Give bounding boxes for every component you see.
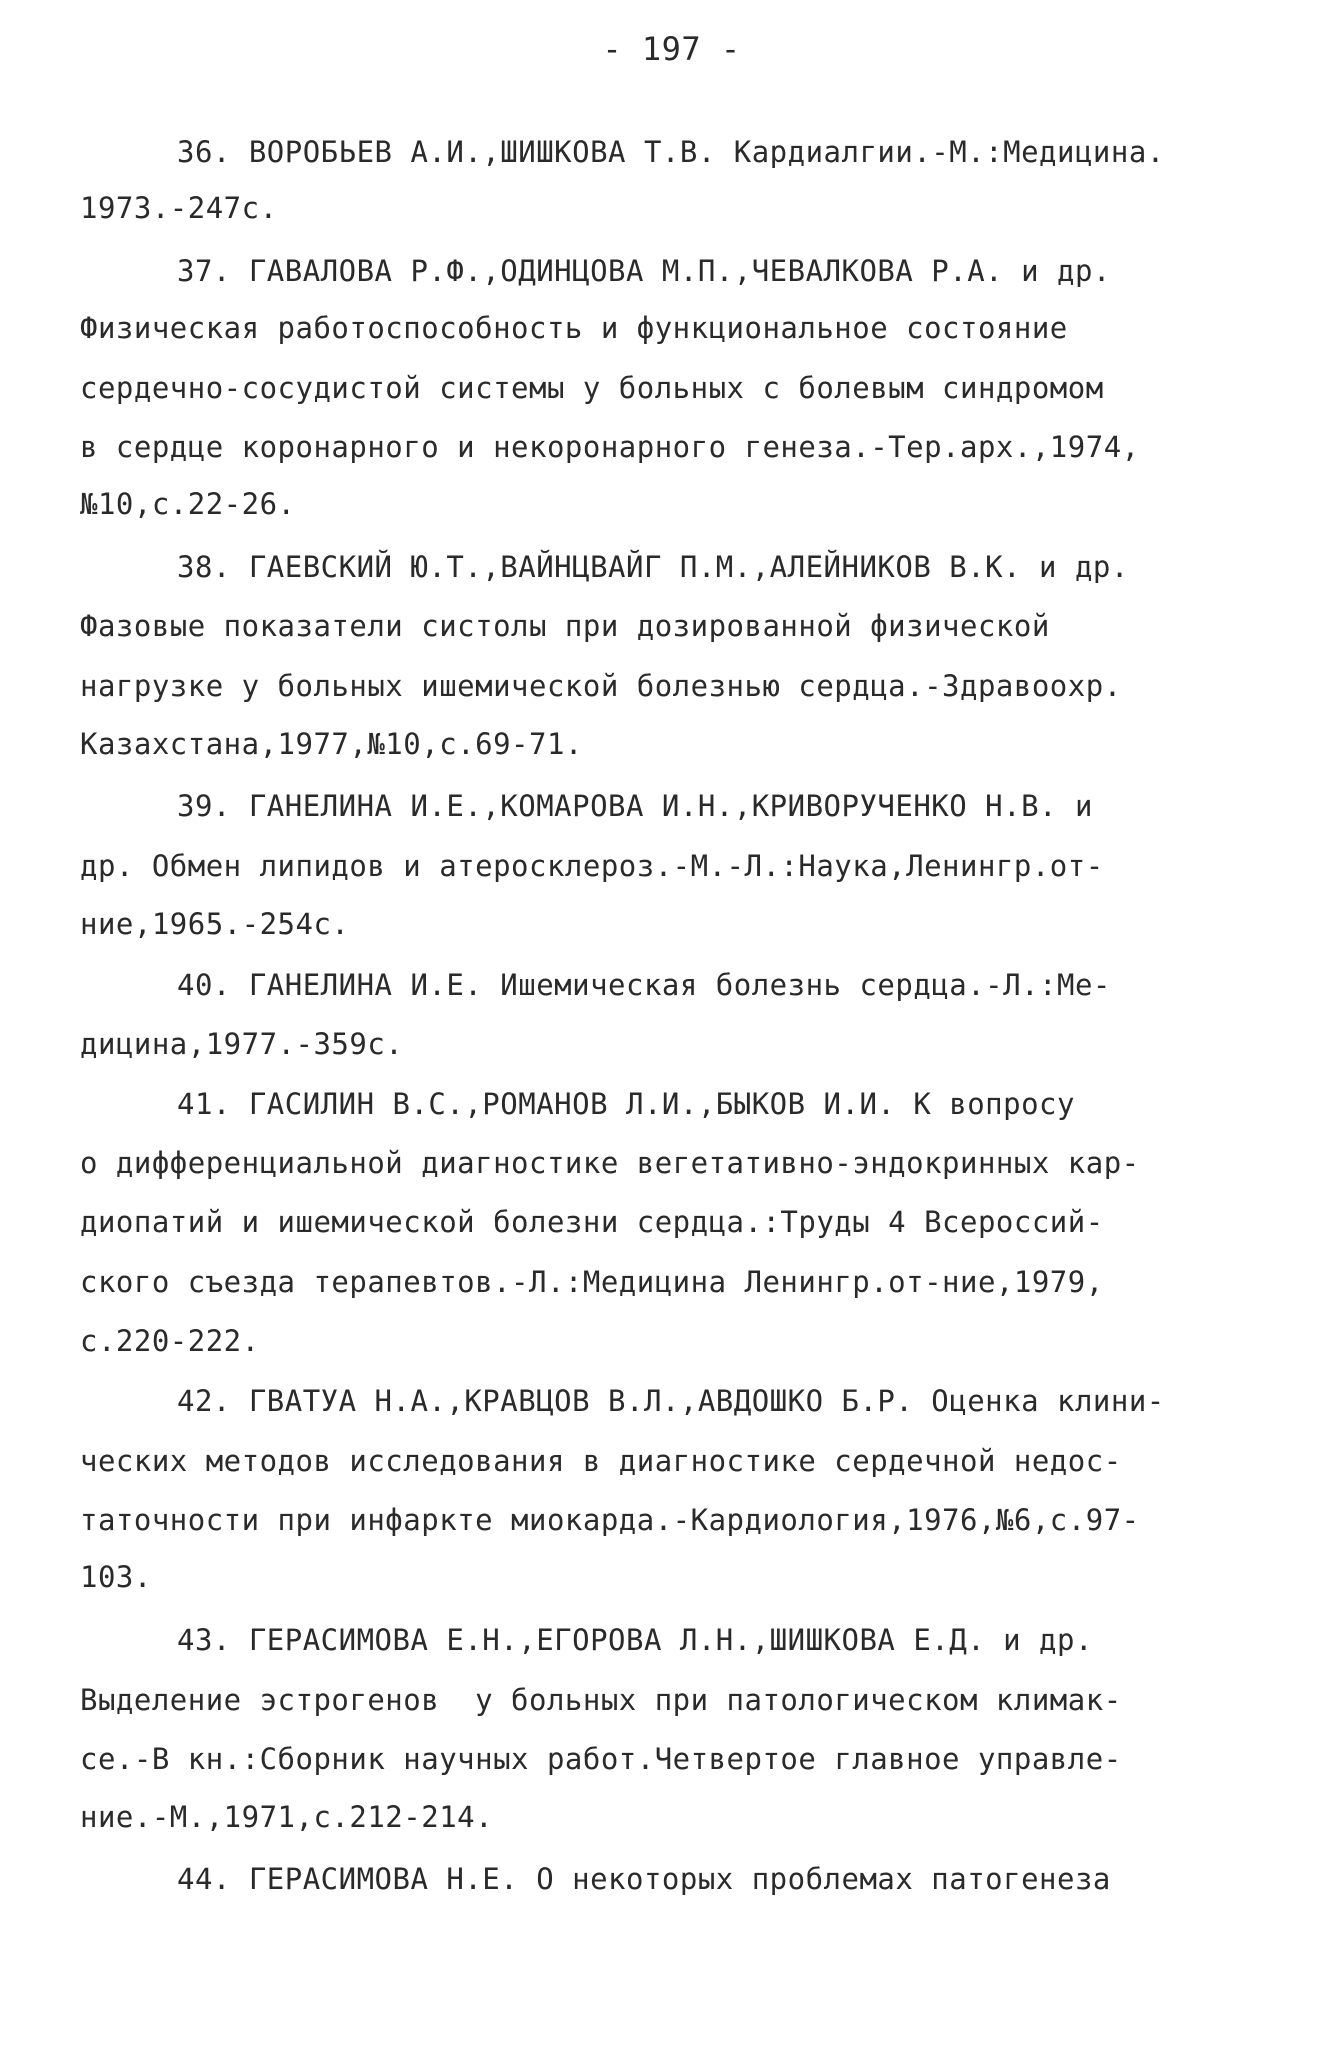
text-line: ние.-М.,1971,с.212-214. bbox=[80, 1800, 494, 1834]
text-line: с.220-222. bbox=[80, 1324, 260, 1358]
text-line: №10,с.22-26. bbox=[80, 487, 296, 521]
text-line: 37. ГАВАЛОВА Р.Ф.,ОДИНЦОВА М.П.,ЧЕВАЛКОВА Р.А. и др. bbox=[177, 254, 1111, 288]
text-line: 1973.-247с. bbox=[80, 191, 278, 225]
text-line: др. Обмен липидов и атеросклероз.-М.-Л.:Наука,Ленингр.от- bbox=[80, 849, 1104, 883]
text-line: Выделение эстрогенов у больных при патологическом климак- bbox=[80, 1683, 1122, 1717]
text-line: 40. ГАНЕЛИНА И.Е. Ишемическая болезнь сердца.-Л.:Ме- bbox=[177, 968, 1111, 1002]
text-line: 38. ГАЕВСКИЙ Ю.Т.,ВАЙНЦВАЙГ П.М.,АЛЕЙНИКОВ В.К. и др. bbox=[177, 550, 1129, 584]
text-line: 44. ГЕРАСИМОВА Н.Е. О некоторых проблемах патогенеза bbox=[177, 1862, 1111, 1896]
text-line: 36. ВОРОБЬЕВ А.И.,ШИШКОВА Т.В. Кардиалгии.-М.:Медицина. bbox=[177, 135, 1165, 169]
text-line: о дифференциальной диагностике вегетативно-эндокринных кар- bbox=[80, 1146, 1140, 1180]
text-line: 39. ГАНЕЛИНА И.Е.,КОМАРОВА И.Н.,КРИВОРУЧЕНКО Н.В. и bbox=[177, 789, 1093, 823]
text-line: ние,1965.-254с. bbox=[80, 907, 350, 941]
text-line: нагрузке у больных ишемической болезнью сердца.-Здравоохр. bbox=[80, 669, 1122, 703]
text-line: 41. ГАСИЛИН В.С.,РОМАНОВ Л.И.,БЫКОВ И.И. К вопросу bbox=[177, 1087, 1075, 1121]
text-line: 43. ГЕРАСИМОВА Е.Н.,ЕГОРОВА Л.Н.,ШИШКОВА Е.Д. и др. bbox=[177, 1623, 1093, 1657]
text-line: Физическая работоспособность и функциональное состояние bbox=[80, 311, 1068, 345]
page-number: - 197 - bbox=[602, 30, 741, 68]
text-line: в сердце коронарного и некоронарного генеза.-Тер.арх.,1974, bbox=[80, 430, 1140, 464]
text-line: ческих методов исследования в диагностике сердечной недос- bbox=[80, 1444, 1122, 1478]
text-line: сердечно-сосудистой системы у больных с болевым синдромом bbox=[80, 371, 1104, 405]
text-line: 103. bbox=[80, 1560, 152, 1594]
text-line: дицина,1977.-359с. bbox=[80, 1027, 404, 1061]
text-line: Фазовые показатели систолы при дозированной физической bbox=[80, 609, 1050, 643]
text-line: диопатий и ишемической болезни сердца.:Труды 4 Всероссий- bbox=[80, 1205, 1104, 1239]
text-line: таточности при инфаркте миокарда.-Кардиология,1976,№6,с.97- bbox=[80, 1503, 1140, 1537]
text-line: се.-В кн.:Сборник научных работ.Четвертое главное управле- bbox=[80, 1742, 1122, 1776]
text-line: 42. ГВАТУА Н.А.,КРАВЦОВ В.Л.,АВДОШКО Б.Р. Оценка клини- bbox=[177, 1384, 1165, 1418]
text-line: ского съезда терапевтов.-Л.:Медицина Ленингр.от-ние,1979, bbox=[80, 1265, 1104, 1299]
text-line: Казахстана,1977,№10,с.69-71. bbox=[80, 727, 583, 761]
